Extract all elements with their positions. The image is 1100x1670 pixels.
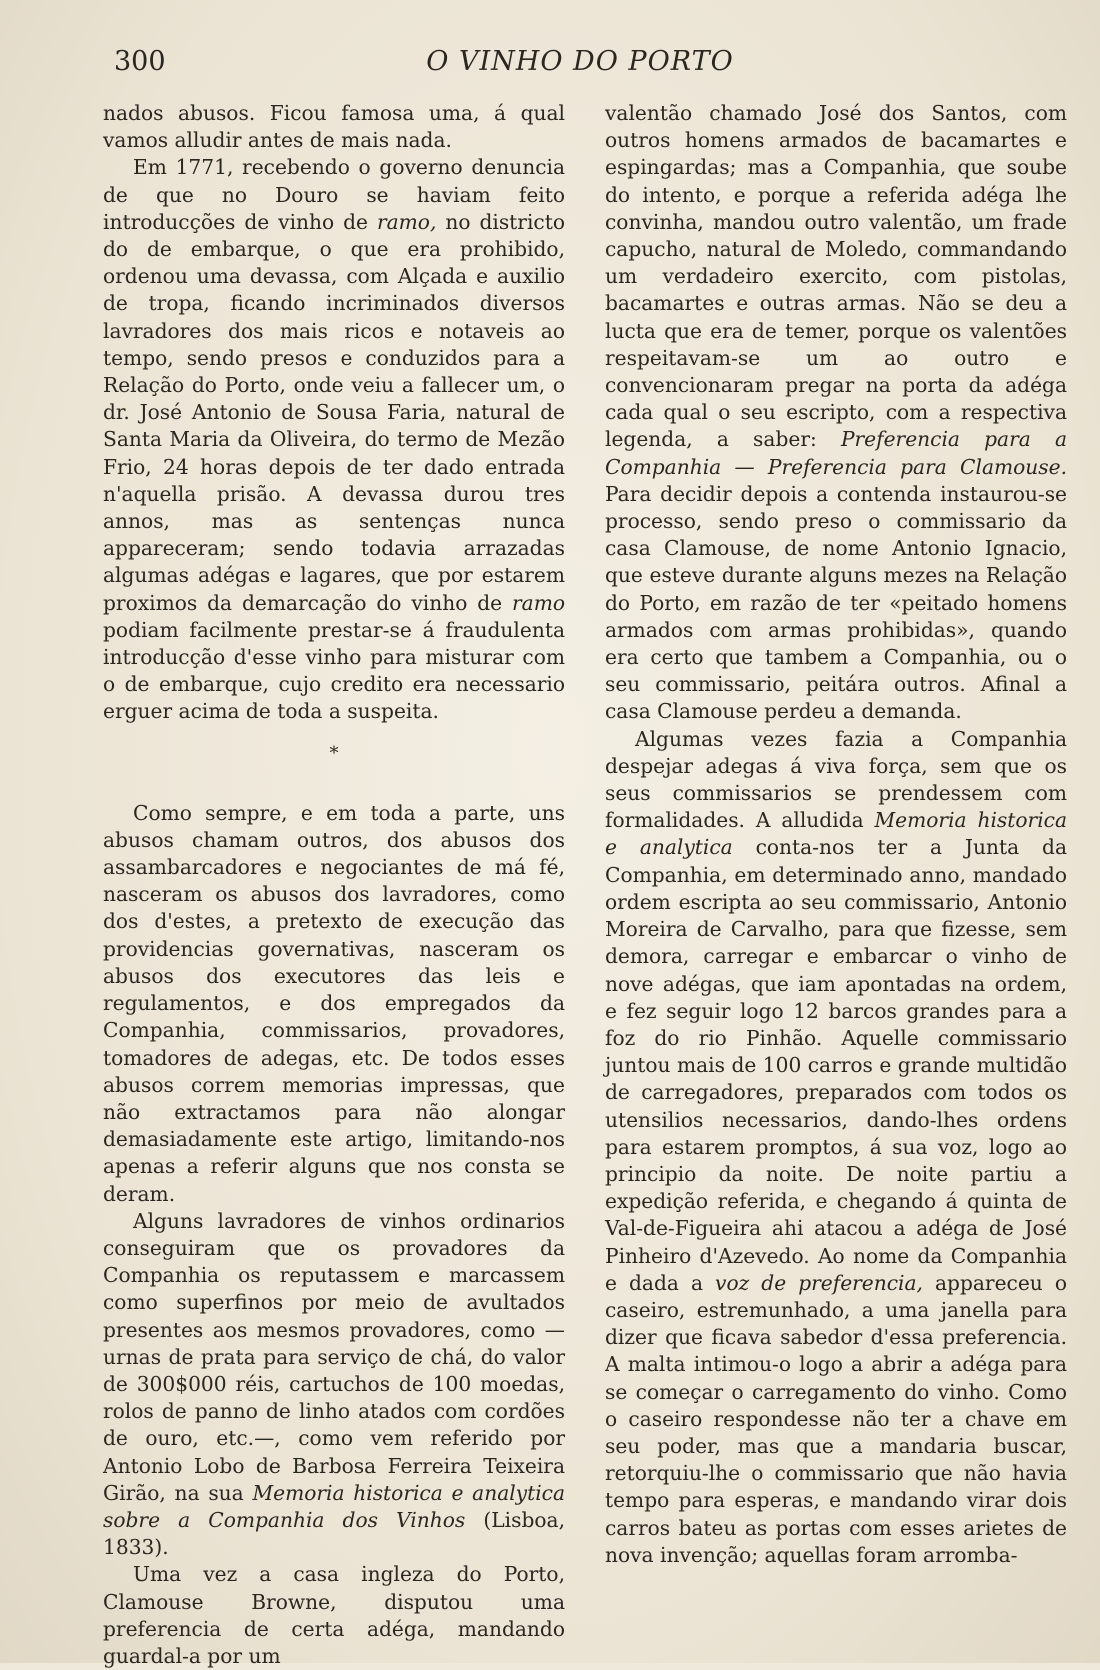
paragraph [103,154,565,725]
text-run: Em 1771, recebendo o governo denuncia de que no Douro se haviam feito introducções de vinho de [103,155,565,234]
book-title: Memoria historica e analytica sobre a Companhia dos Vinhos [103,1480,565,1532]
text-run: appareceu o caseiro, estremunhado, a uma janella para dizer que ficava sabedor d'essa preferencia. A malta intimou-o logo a abrir a adéga para se começar o carregamento do vinho. Como o caseiro respondesse não ter a chave em seu poder, mas que a mandaria buscar, retorquiu-lhe o commissario que não havia tempo para esperas, e mandando virar dois carros bateu as portas com esses arietes de nova invenção; aquellas foram arromba- [605,1270,1067,1567]
text-run: Algumas vezes fazia a Companhia despejar adegas á viva força, sem que os seus commissarios se prendessem com formalidades. A alludida [605,726,1067,833]
left-column [103,100,565,1670]
text-run: Para decidir depois a contenda instaurou-se processo, sendo preso o commissario da casa Clamouse, de nome Antonio Ignacio, que esteve durante alguns mezes na Relação do Porto, em razão de ter «peitado homens armados com armas prohibidas», quando era certo que tambem a Companhia, ou o seu commissario, peitára outros. Afinal a casa Clamouse perdeu a demanda. [605,481,1067,724]
paragraph [103,1208,565,1562]
text-run: podiam facilmente prestar-se á fraudulenta introducção d'esse vinho para misturar com o de embarque, cujo credito era necessario erguer acima de toda a suspeita. [103,617,565,724]
page-header [100,42,1060,88]
paragraph: Como sempre, e em toda a parte, uns abusos chamam outros, dos abusos dos assambarcadores e negociantes de má fé, nasceram os abusos dos lavradores, como dos d'estes, a pretexto de execução das providencias governativas, nasceram os abusos dos executores das leis e regulamentos, e dos empregados da Companhia, commissarios, provadores, tomadores de adegas, etc. De todos esses abusos correm memorias impressas, que não extractamos para não alongar demasiadamente este artigo, limitando-nos apenas a referir alguns que nos consta se deram. [103,800,565,1206]
italic-term: ramo [512,590,565,615]
section-separator: * [329,742,339,764]
page-number: 300 [114,46,166,77]
paragraph [605,100,1067,726]
italic-term: ramo, [376,209,437,234]
text-run: no districto do de embarque, o que era prohibido, ordenou uma devassa, com Alçada e auxilio de tropa, ficando incriminados diversos lavradores dos mais ricos e notaveis ao tempo, sendo presos e conduzidos para a Relação do Porto, onde veiu a fallecer um, o dr. José Antonio de Sousa Faria, natural de Santa Maria da Oliveira, do termo de Mezão Frio, 24 horas depois de ter dado entrada n'aquella prisão. A devassa durou tres annos, mas as sentenças nunca appareceram; sendo todavia arrazadas algumas adégas e lagares, que por estarem proximos da demarcação do vinho de [103,209,565,615]
text-run: conta-nos ter a Junta da Companhia, em determinado anno, mandado ordem escripta ao seu commissario, Antonio Moreira de Carvalho, para que fizesse, sem demora, carregar e embarcar o vinho de nove adégas, que iam apontadas na ordem, e fez seguir logo 12 barcos grandes para a foz do rio Pinhão. Aquelle commissario juntou mais de 100 carros e grande multidão de carregadores, preparados com todos os utensilios necessarios, dando-lhes ordens para estarem promptos, á sua voz, logo ao principio da noite. De noite partiu a expedição referida, e chegando á quinta de Val-de-Figueira ahi atacou a adéga de José Pinheiro d'Azevedo. Ao nome da Companhia e dada a [605,835,1067,1295]
running-title: O VINHO DO PORTO [426,46,734,77]
paragraph: Uma vez a casa ingleza do Porto, Clamouse Browne, disputou uma preferencia de certa adéga, mandando guardal-a por um [103,1562,565,1668]
text-run: Alguns lavradores de vinhos ordinarios conseguiram que os provadores da Companhia os reputassem e marcassem como superfinos por meio de avultados presentes aos mesmos provadores, como — urnas de prata para serviço de chá, do valor de 300$000 réis, cartuchos de 100 moedas, rolos de panno de linho atados com cordões de ouro, etc.—, como vem referido por Antonio Lobo de Barbosa Ferreira Teixeira Girão, na sua [103,1208,565,1505]
text-run: valentão chamado José dos Santos, com outros homens armados de bacamartes e espingardas; mas a Companhia, que soube do intento, e porque a referida adéga lhe convinha, mandou outro valentão, um frade capucho, natural de Moledo, commandando um verdadeiro exercito, com pistolas, bacamartes e outras armas. Não se deu a lucta que era de temer, porque os valentões respeitavam-se um ao outro e convencionaram pregar na porta da adéga cada qual o seu escripto, com a respectiva legenda, a saber: [605,101,1067,452]
paragraph [605,726,1067,1569]
right-column [605,100,1067,1569]
paragraph: nados abusos. Ficou famosa uma, á qual vamos alludir antes de mais nada. [103,101,565,153]
text-run: (Lisboa, 1833). [103,1507,566,1560]
italic-legend: Preferencia para a Companhia — Preferencia para Clamouse. [605,427,1067,479]
book-title: Memoria historica e analytica [605,808,1067,860]
italic-term: voz de preferencia, [715,1270,923,1295]
